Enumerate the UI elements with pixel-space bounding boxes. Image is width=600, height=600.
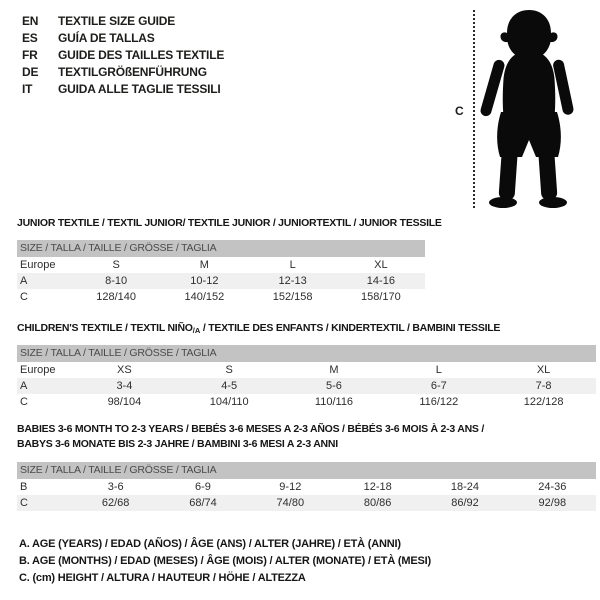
cell-value: 7-8 (535, 380, 552, 392)
height-measure-label: C (455, 104, 464, 118)
cell-value: 24-36 (538, 481, 567, 493)
language-code: DE (22, 65, 39, 79)
cell-value: M (199, 259, 209, 271)
language-label: TEXTILGRÖßENFÜHRUNG (58, 65, 207, 79)
row-label: B (20, 481, 28, 493)
cell-value: 110/116 (314, 396, 354, 408)
size-header-bar: SIZE / TALLA / TAILLE / GRÖSSE / TAGLIA (17, 240, 425, 257)
row-label: A (20, 380, 28, 392)
cell-value: 62/68 (101, 497, 130, 509)
language-label: GUIDA ALLE TAGLIE TESSILI (58, 82, 221, 96)
babies-title-line2: BABYS 3-6 MONATE BIS 2-3 JAHRE / BAMBINI 3-6 MESI A 2-3 ANNI (17, 438, 338, 450)
cell-value: 3-6 (107, 481, 124, 493)
children-title-post: / TEXTILE DES ENFANTS / KINDERTEXTIL / BAMBINI TESSILE (200, 322, 501, 334)
table-row (17, 273, 425, 289)
table-row (17, 257, 425, 273)
children-title-subscript: /A (192, 326, 201, 335)
language-label: GUIDE DES TAILLES TEXTILE (58, 48, 225, 62)
row-label: C (20, 396, 28, 408)
cell-value: XL (374, 259, 388, 271)
size-header-bar: SIZE / TALLA / TAILLE / GRÖSSE / TAGLIA (17, 462, 596, 479)
junior-size-table (17, 240, 425, 305)
cell-value: 4-5 (221, 380, 238, 392)
cell-value: 6-9 (195, 481, 211, 493)
cell-value: L (289, 259, 296, 271)
cell-value: 3-4 (116, 380, 133, 392)
cell-value: 98/104 (107, 396, 142, 408)
size-header-bar: SIZE / TALLA / TAILLE / GRÖSSE / TAGLIA (17, 345, 596, 362)
cell-value: 140/152 (184, 291, 225, 303)
table-row (17, 495, 596, 511)
cell-value: S (112, 259, 120, 271)
baby-silhouette-icon (478, 8, 578, 208)
language-code: FR (22, 48, 38, 62)
language-code: IT (22, 82, 33, 96)
children-size-table (17, 345, 596, 410)
language-label: GUÍA DE TALLAS (58, 31, 155, 45)
cell-value: 116/122 (419, 396, 459, 408)
cell-value: 128/140 (96, 291, 136, 303)
cell-value: 10-12 (190, 275, 219, 287)
cell-value: 68/74 (189, 497, 217, 509)
cell-value: 152/158 (272, 291, 313, 303)
junior-table-title: JUNIOR TEXTILE / TEXTIL JUNIOR/ TEXTILE JUNIOR / JUNIORTEXTIL / JUNIOR TESSILE (17, 217, 442, 229)
height-measure-line (473, 10, 475, 208)
cell-value: 158/170 (360, 291, 401, 303)
cell-value: 9-12 (279, 481, 302, 493)
language-row (22, 81, 224, 98)
cell-value: XS (117, 364, 132, 376)
table-row (17, 479, 596, 495)
babies-table-title (17, 422, 484, 452)
note-line: B. AGE (MONTHS) / EDAD (MESES) / ÂGE (MOIS) / ALTER (MONATE) / ETÀ (MESI) (19, 555, 431, 567)
children-table-title (17, 322, 500, 335)
row-label: C (20, 291, 28, 303)
row-label: A (20, 275, 28, 287)
cell-value: 12-18 (363, 481, 392, 493)
language-label: TEXTILE SIZE GUIDE (58, 14, 176, 28)
cell-value: L (435, 364, 442, 376)
language-code: EN (22, 14, 39, 28)
note-line: C. (cm) HEIGHT / ALTURA / HAUTEUR / HÖHE / ALTEZZA (19, 572, 306, 584)
children-title-pre: CHILDREN'S TEXTILE / TEXTIL NIÑO (17, 322, 193, 334)
language-code: ES (22, 31, 38, 45)
cell-value: 104/110 (209, 396, 249, 408)
language-header (22, 13, 224, 98)
language-row (22, 47, 224, 64)
cell-value: M (329, 364, 339, 376)
cell-value: 5-6 (326, 380, 342, 392)
row-label: Europe (20, 364, 56, 376)
cell-value: 18-24 (450, 481, 480, 493)
babies-title-line1: BABIES 3-6 MONTH TO 2-3 YEARS / BEBÉS 3-6 MESES A 2-3 AÑOS / BÉBÉS 3-6 MOIS À 2-3 ANS / (17, 423, 485, 435)
table-row (17, 289, 425, 305)
cell-value: 80/86 (363, 497, 392, 509)
row-label: Europe (20, 259, 56, 271)
cell-value: XL (536, 364, 551, 376)
cell-value: 86/92 (451, 497, 479, 509)
measurement-notes (19, 536, 431, 587)
language-row (22, 30, 224, 47)
cell-value: 6-7 (430, 380, 447, 392)
cell-value: 8-10 (105, 275, 128, 287)
cell-value: 74/80 (276, 497, 305, 509)
cell-value: 92/98 (538, 497, 567, 509)
babies-size-table (17, 462, 596, 511)
cell-value: 14-16 (366, 275, 395, 287)
note-line: A. AGE (YEARS) / EDAD (AÑOS) / ÂGE (ANS) / ALTER (JAHRE) / ETÀ (ANNI) (19, 538, 401, 550)
table-row (17, 394, 596, 410)
table-row (17, 378, 596, 394)
language-row (22, 13, 224, 30)
table-row (17, 362, 596, 378)
cell-value: 12-13 (278, 275, 307, 287)
cell-value: S (225, 364, 233, 376)
row-label: C (20, 497, 28, 509)
cell-value: 122/128 (523, 396, 564, 408)
language-row (22, 64, 224, 81)
